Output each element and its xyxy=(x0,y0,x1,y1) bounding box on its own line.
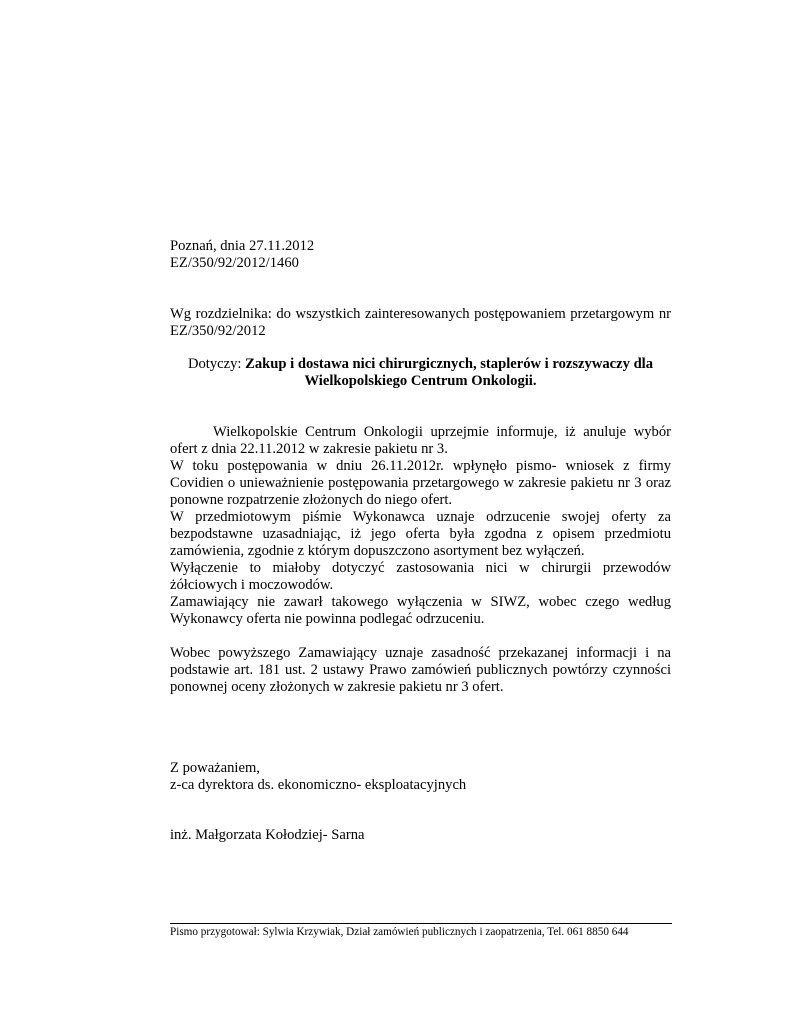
body-line: bezpodstawne uzasadniając, iż jego oferta była zgodna z opisem przedmiotu xyxy=(170,526,671,542)
footer-note: Pismo przygotował: Sylwia Krzywiak, Dział zamówień publicznych i zaopatrzenia, Tel. 061 8850 644 xyxy=(170,926,629,938)
subject-title-part-1: Zakup i dostawa nici chirurgicznych, staplerów i rozszywaczy dla xyxy=(245,356,654,372)
footer-divider xyxy=(170,923,672,924)
body-line: Wykonawcy oferta nie powinna podlegać odrzuceniu. xyxy=(170,611,485,627)
body-line: Wielkopolskie Centrum Onkologii uprzejmie informuje, iż anuluje wybór xyxy=(213,424,671,440)
conclusion-line: podstawie art. 181 ust. 2 ustawy Prawo zamówień publicznych powtórzy czynności xyxy=(170,662,671,678)
distribution-line-2: EZ/350/92/2012 xyxy=(170,323,266,339)
reference-number: EZ/350/92/2012/1460 xyxy=(170,255,299,271)
body-line: Wyłączenie to miałoby dotyczyć zastosowania nici w chirurgii przewodów xyxy=(170,560,671,576)
body-line: żółciowych i moczowodów. xyxy=(170,577,334,593)
signatory-position: z-ca dyrektora ds. ekonomiczno- eksploatacyjnych xyxy=(170,777,467,793)
body-line: ponowne rozpatrzenie złożonych do niego ofert. xyxy=(170,492,453,508)
closing-salutation: Z poważaniem, xyxy=(170,760,260,776)
subject-line-1 xyxy=(170,356,671,373)
body-line: Zamawiający nie zawarł takowego wyłączenia w SIWZ, wobec czego według xyxy=(170,594,671,610)
subject-title-part-2: Wielkopolskiego Centrum Onkologii. xyxy=(304,373,537,389)
signatory-name: inż. Małgorzata Kołodziej- Sarna xyxy=(170,827,365,843)
place-date: Poznań, dnia 27.11.2012 xyxy=(170,238,315,254)
body-line: zamówienia, zgodnie z którym dopuszczono asortyment bez wyłączeń. xyxy=(170,543,585,559)
conclusion-line: Wobec powyższego Zamawiający uznaje zasadność przekazanej informacji i na xyxy=(170,645,671,661)
body-line: ofert z dnia 22.11.2012 w zakresie pakietu nr 3. xyxy=(170,441,448,457)
subject-label: Dotyczy: xyxy=(187,356,246,372)
body-line: W toku postępowania w dniu 26.11.2012r. wpłynęło pismo- wniosek z firmy xyxy=(170,458,671,474)
body-line: Covidien o unieważnienie postępowania przetargowego w zakresie pakietu nr 3 oraz xyxy=(170,475,671,491)
conclusion-line: ponownej oceny złożonych w zakresie pakietu nr 3 ofert. xyxy=(170,679,504,695)
distribution-line-1: Wg rozdzielnika: do wszystkich zainteresowanych postępowaniem przetargowym nr xyxy=(170,306,671,322)
body-line: W przedmiotowym piśmie Wykonawca uznaje odrzucenie swojej oferty za xyxy=(170,509,671,525)
